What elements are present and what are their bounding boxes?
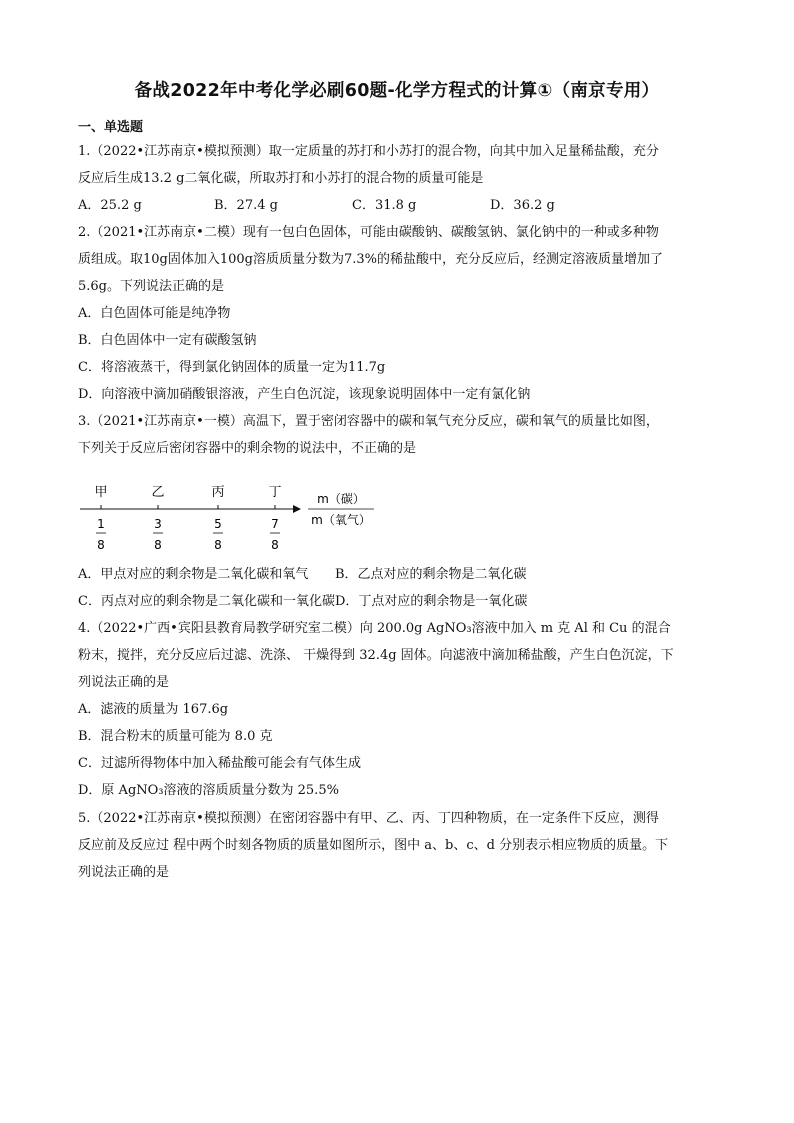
q2-option-b: B．白色固体中一定有碳酸氢钠 bbox=[78, 333, 257, 348]
q1-option-d: D．36.2 g bbox=[490, 198, 555, 213]
q4-option-b: B．混合粉末的质量可能为 8.0 克 bbox=[78, 729, 273, 744]
fraction-numerator: 7 bbox=[271, 517, 279, 531]
q2-option-c: C．将溶液蒸干，得到氯化钠固体的质量一定为11.7g bbox=[78, 360, 386, 375]
point-label: 甲 bbox=[94, 485, 108, 500]
point-label: 丁 bbox=[268, 485, 282, 500]
q3-ratio-number-line-figure bbox=[70, 478, 390, 558]
q5-text-line: 5.（2022•江苏南京•模拟预测）在密闭容器中有甲、乙、丙、丁四种物质，在一定条件下反应，测得 bbox=[78, 811, 659, 826]
fraction-denominator: 8 bbox=[97, 538, 105, 552]
q1-text-line: 反应后生成13.2 g二氧化碳，所取苏打和小苏打的混合物的质量可能是 bbox=[78, 171, 484, 186]
section-heading: 一、单选题 bbox=[78, 120, 144, 135]
q4-text-line: 4.（2022•广西•宾阳县教育局教学研究室二模）向 200.0g AgNO₃溶液中加入 m 克 Al 和 Cu 的混合 bbox=[78, 621, 671, 636]
q5-text-line: 列说法正确的是 bbox=[78, 865, 170, 880]
q2-option-a: A．白色固体可能是纯净物 bbox=[78, 306, 231, 321]
q4-option-a: A．滤液的质量为 167.6g bbox=[78, 702, 229, 717]
fraction-numerator: 1 bbox=[97, 517, 105, 531]
fraction-denominator: 8 bbox=[214, 538, 222, 552]
q2-text-line: 质组成。取10g固体加入100g溶质质量分数为7.3%的稀盐酸中，充分反应后，经测定溶液质量增加了 bbox=[78, 252, 664, 267]
q1-option-b: B．27.4 g bbox=[214, 198, 278, 213]
fraction-numerator: 3 bbox=[154, 517, 162, 531]
fraction-denominator: 8 bbox=[271, 538, 279, 552]
q3-text-line: 3.（2021•江苏南京•一模）高温下，置于密闭容器中的碳和氧气充分反应，碳和氧气的质量比如图， bbox=[78, 414, 659, 429]
axis-ratio-numerator: m（碳） bbox=[317, 492, 365, 506]
axis-ratio-denominator: m（氧气） bbox=[311, 513, 371, 527]
q3-option-d: D．丁点对应的剩余物是一氧化碳 bbox=[335, 594, 528, 609]
number-line-arrow-icon bbox=[293, 505, 301, 513]
q1-text-line: 1.（2022•江苏南京•模拟预测）取一定质量的苏打和小苏打的混合物，向其中加入足量稀盐酸，充分 bbox=[78, 144, 659, 159]
fraction-numerator: 5 bbox=[214, 517, 222, 531]
q3-text-line: 下列关于反应后密闭容器中的剩余物的说法中，不正确的是 bbox=[78, 441, 417, 456]
q1-option-a: A．25.2 g bbox=[78, 198, 142, 213]
q4-text-line: 粉末，搅拌，充分反应后过滤、洗涤、 干燥得到 32.4g 固体。向滤液中滴加稀盐酸，产生白色沉淀，下 bbox=[78, 648, 674, 663]
q2-option-d: D．向溶液中滴加硝酸银溶液，产生白色沉淀，该现象说明固体中一定有氯化钠 bbox=[78, 387, 531, 402]
q4-option-d: D．原 AgNO₃溶液的溶质质量分数为 25.5% bbox=[78, 783, 339, 798]
q3-option-c: C．丙点对应的剩余物是二氧化碳和一氧化碳 bbox=[78, 594, 335, 609]
q4-option-c: C．过滤所得物体中加入稀盐酸可能会有气体生成 bbox=[78, 756, 361, 771]
fraction-denominator: 8 bbox=[154, 538, 162, 552]
page-title: 备战2022年中考化学必刷60题-化学方程式的计算①（南京专用） bbox=[134, 81, 660, 101]
q3-option-a: A．甲点对应的剩余物是二氧化碳和氧气 bbox=[78, 567, 309, 582]
point-jia bbox=[94, 485, 107, 552]
point-bing bbox=[211, 485, 224, 552]
point-yi bbox=[151, 485, 164, 552]
point-label: 丙 bbox=[211, 485, 225, 500]
q1-option-c: C．31.8 g bbox=[352, 198, 417, 213]
point-label: 乙 bbox=[151, 485, 165, 500]
q2-text-line: 5.6g。下列说法正确的是 bbox=[78, 279, 224, 294]
q5-text-line: 反应前及反应过 程中两个时刻各物质的质量如图所示，图中 a、b、c、d 分别表示相应物质的质量。下 bbox=[78, 838, 669, 853]
q3-option-b: B．乙点对应的剩余物是二氧化碳 bbox=[335, 567, 527, 582]
q4-text-line: 列说法正确的是 bbox=[78, 675, 170, 690]
q2-text-line: 2.（2021•江苏南京•二模）现有一包白色固体，可能由碳酸钠、碳酸氢钠、氯化钠中的一种或多种物 bbox=[78, 225, 659, 240]
point-ding bbox=[268, 485, 281, 552]
